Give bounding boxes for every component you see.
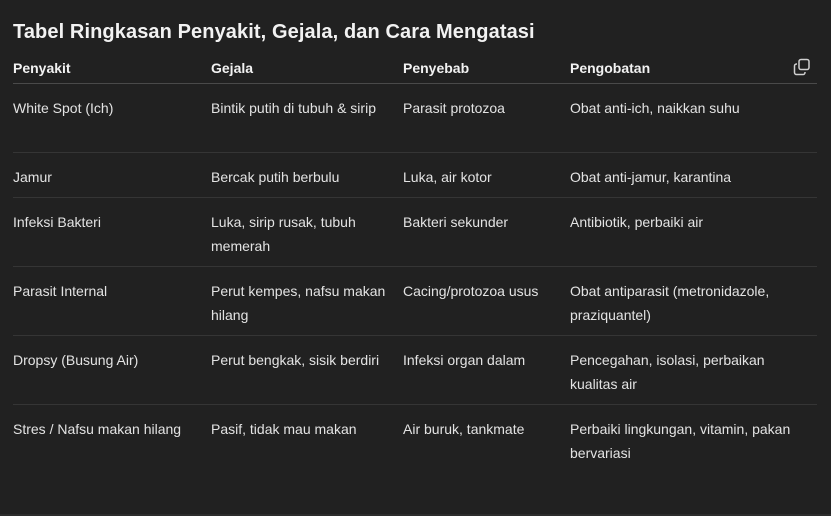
table-row — [13, 198, 817, 267]
cell-gejala: Perut bengkak, sisik berdiri — [211, 352, 380, 368]
cell-penyebab: Cacing/protozoa usus — [403, 283, 539, 299]
table-title: Tabel Ringkasan Penyakit, Gejala, dan Cara Mengatasi — [13, 21, 535, 43]
cell-penyakit: Stres / Nafsu makan hilang — [13, 421, 182, 437]
cell-penyebab: Bakteri sekunder — [403, 214, 509, 230]
header-penyakit: Penyakit — [13, 60, 71, 76]
copy-icon — [793, 58, 811, 76]
cell-gejala: Bintik putih di tubuh & sirip — [211, 100, 376, 116]
cell-gejala: Luka, sirip rusak, tubuh memerah — [211, 214, 356, 254]
cell-penyakit: Dropsy (Busung Air) — [13, 352, 139, 368]
cell-pengobatan: Obat antiparasit (metronidazole, praziquantel) — [570, 283, 770, 323]
cell-penyebab: Air buruk, tankmate — [403, 421, 525, 437]
cell-penyebab: Luka, air kotor — [403, 169, 492, 185]
cell-gejala: Pasif, tidak mau makan — [211, 421, 357, 437]
cell-pengobatan: Antibiotik, perbaiki air — [570, 214, 704, 230]
cell-penyakit: Infeksi Bakteri — [13, 214, 101, 230]
cell-penyakit: White Spot (Ich) — [13, 100, 114, 116]
header-penyebab: Penyebab — [403, 60, 470, 76]
table-row — [13, 267, 817, 336]
table-row — [13, 153, 817, 198]
cell-penyebab: Parasit protozoa — [403, 100, 505, 116]
cell-penyebab: Infeksi organ dalam — [403, 352, 526, 368]
cell-gejala: Perut kempes, nafsu makan hilang — [211, 283, 386, 323]
cell-pengobatan: Perbaiki lingkungan, vitamin, pakan bervariasi — [570, 421, 791, 461]
header-gejala: Gejala — [211, 60, 254, 76]
table-header-row — [13, 52, 817, 84]
cell-pengobatan: Obat anti-jamur, karantina — [570, 169, 732, 185]
cell-pengobatan: Obat anti-ich, naikkan suhu — [570, 100, 740, 116]
cell-pengobatan: Pencegahan, isolasi, perbaikan kualitas air — [570, 352, 765, 392]
table-row — [13, 84, 817, 153]
cell-penyakit: Parasit Internal — [13, 283, 108, 299]
copy-table-button[interactable] — [793, 58, 811, 76]
table-row — [13, 336, 817, 405]
header-pengobatan: Pengobatan — [570, 60, 651, 76]
cell-penyakit: Jamur — [13, 169, 52, 185]
summary-table — [13, 52, 817, 473]
cell-gejala: Bercak putih berbulu — [211, 169, 340, 185]
table-row — [13, 405, 817, 473]
